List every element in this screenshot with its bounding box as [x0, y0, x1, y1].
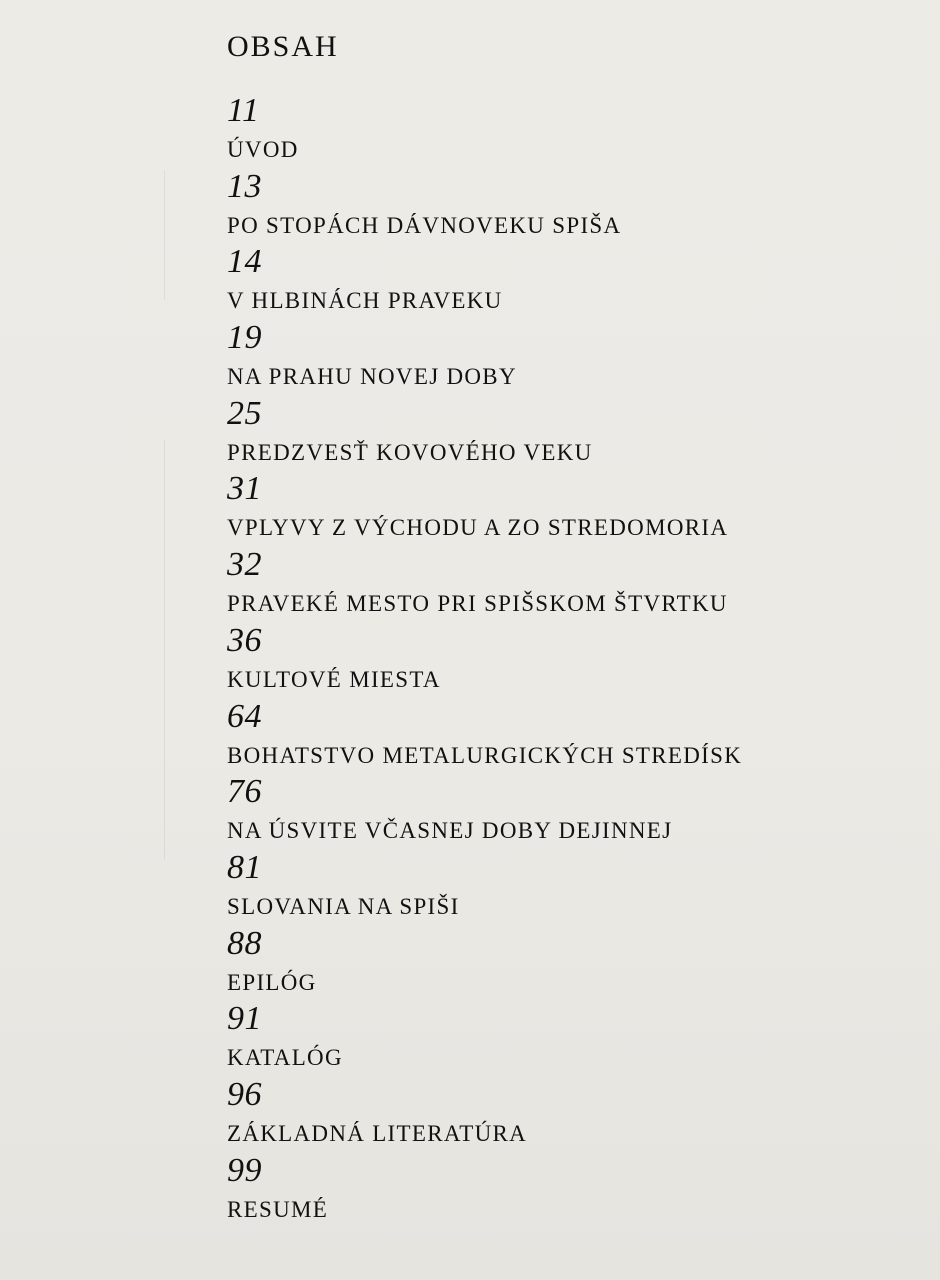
toc-title: ZÁKLADNÁ LITERATÚRA	[227, 1120, 528, 1146]
toc-title: PRAVEKÉ MESTO PRI SPIŠSKOM ŠTVRTKU	[227, 591, 728, 617]
toc-entry	[227, 1000, 887, 1076]
toc-page-number: 99	[227, 1151, 262, 1189]
toc-page-number: 91	[227, 1000, 262, 1038]
toc-title: VPLYVY Z VÝCHODU A ZO STREDOMORIA	[227, 515, 729, 541]
show-through-rule	[164, 170, 165, 300]
toc-title: KULTOVÉ MIESTA	[227, 666, 441, 692]
toc-entry	[227, 622, 887, 698]
toc-page-number: 88	[227, 924, 262, 962]
toc-entry	[227, 1152, 887, 1228]
toc-title: EPILÓG	[227, 969, 317, 995]
toc-entry	[227, 243, 887, 319]
toc-page-number: 25	[227, 394, 262, 432]
toc-entry	[227, 698, 887, 774]
toc-entry	[227, 849, 887, 925]
toc-title: BOHATSTVO METALURGICKÝCH STREDÍSK	[227, 742, 743, 768]
toc-entry	[227, 92, 887, 168]
toc-title: NA ÚSVITE VČASNEJ DOBY DEJINNEJ	[227, 818, 673, 844]
toc-title: V HLBINÁCH PRAVEKU	[227, 288, 503, 314]
toc-entry	[227, 1076, 887, 1152]
toc-title: PREDZVESŤ KOVOVÉHO VEKU	[227, 439, 593, 465]
toc-page-number: 13	[227, 167, 262, 205]
toc-page-number: 11	[227, 92, 260, 129]
toc-entry	[227, 168, 887, 244]
toc-page-number: 64	[227, 697, 262, 735]
toc-title: RESUMÉ	[227, 1196, 329, 1222]
toc-title: SLOVANIA NA SPIŠI	[227, 893, 460, 919]
toc-entry	[227, 773, 887, 849]
toc-entry	[227, 470, 887, 546]
toc-page-number: 32	[227, 546, 262, 584]
toc-entry	[227, 395, 887, 471]
toc-page-number: 96	[227, 1075, 262, 1113]
toc-entry	[227, 546, 887, 622]
toc-page-number: 76	[227, 773, 262, 811]
toc-page-number: 19	[227, 319, 262, 357]
toc-entry	[227, 925, 887, 1001]
toc-title: PO STOPÁCH DÁVNOVEKU SPIŠA	[227, 212, 622, 238]
toc-page-number: 31	[227, 470, 262, 508]
toc-page-number: 81	[227, 848, 262, 886]
table-of-contents	[227, 92, 887, 1227]
toc-title: KATALÓG	[227, 1045, 343, 1071]
toc-title: NA PRAHU NOVEJ DOBY	[227, 364, 517, 390]
toc-page-number: 14	[227, 243, 262, 281]
toc-entry	[227, 319, 887, 395]
contents-heading: OBSAH	[227, 30, 339, 63]
show-through-rule	[164, 440, 165, 860]
toc-title: ÚVOD	[227, 137, 299, 162]
toc-page-number: 36	[227, 621, 262, 659]
